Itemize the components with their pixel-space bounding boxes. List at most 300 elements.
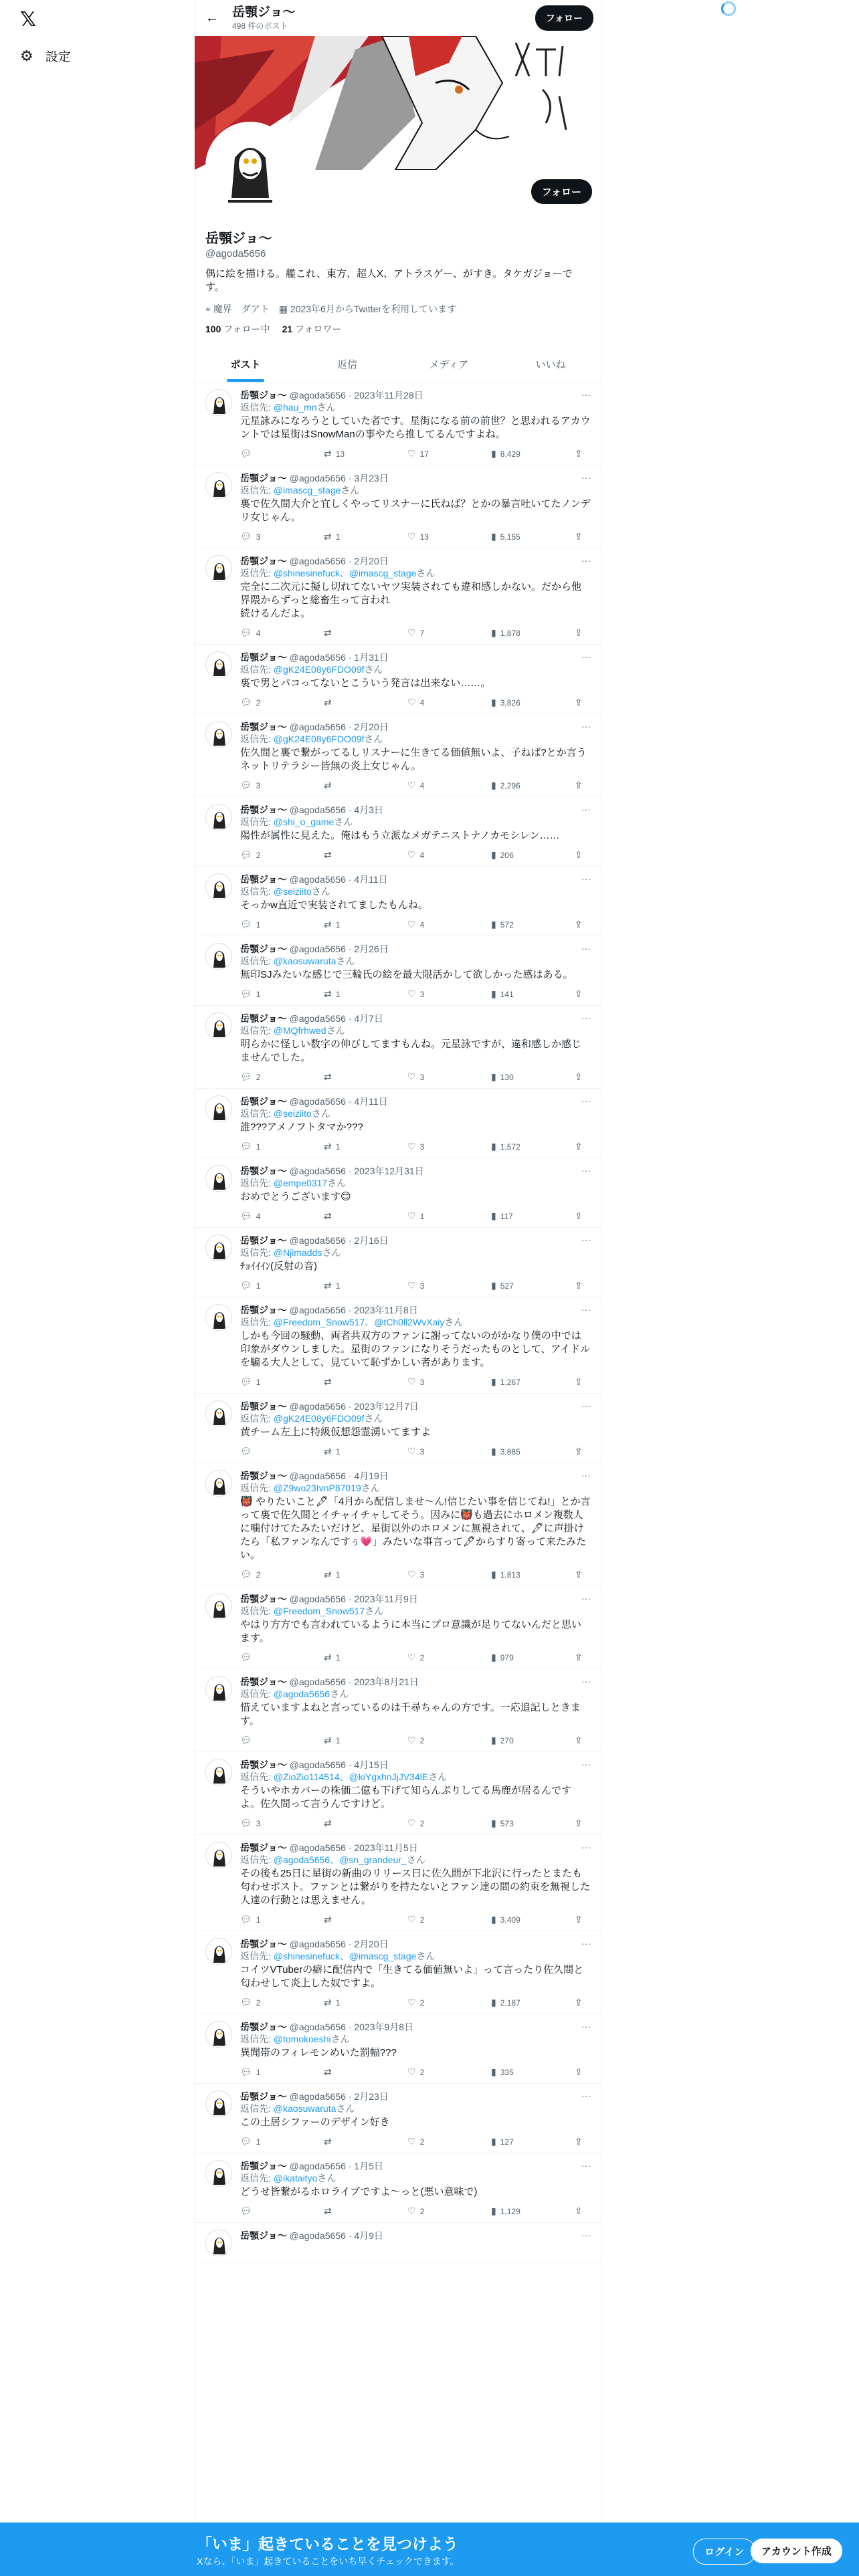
more-options-icon[interactable]: ··· <box>581 651 591 662</box>
post-avatar[interactable] <box>205 1400 232 1427</box>
post-avatar[interactable] <box>205 1012 232 1039</box>
reply-mention[interactable]: @ikataityo <box>273 2173 318 2183</box>
post-handle-date[interactable]: @agoda5656 · 2023年12月7日 <box>289 1401 419 1412</box>
header-follow-button[interactable]: フォロー <box>535 5 593 31</box>
join-date <box>279 302 456 316</box>
repost-action[interactable] <box>324 697 364 708</box>
share-icon: ⇪ <box>575 1280 583 1291</box>
repost-action[interactable] <box>324 2066 364 2078</box>
share-action[interactable] <box>575 2206 588 2217</box>
like-action[interactable] <box>407 697 448 708</box>
reply-mention[interactable]: @tomokoeshi <box>273 2034 331 2044</box>
post-handle-date[interactable]: @agoda5656 · 2月20日 <box>289 1939 389 1949</box>
post-avatar[interactable] <box>205 1165 232 1192</box>
views-action[interactable] <box>491 1280 531 1291</box>
share-action[interactable] <box>575 1569 588 1580</box>
post-item[interactable] <box>195 1835 601 1931</box>
followers-link[interactable] <box>282 322 342 336</box>
reply-mention[interactable]: @agoda5656 <box>273 1689 330 1699</box>
like-action[interactable] <box>407 1997 448 2008</box>
share-action[interactable] <box>575 1997 588 2008</box>
post-avatar[interactable] <box>205 943 232 970</box>
repost-action[interactable] <box>324 1735 364 1746</box>
reply-mention[interactable]: @shinesinefuck、@imascg_stage <box>273 568 417 578</box>
repost-action[interactable] <box>324 2206 364 2217</box>
post-author-name[interactable]: 岳顎ジョ～ <box>240 1759 287 1770</box>
post-handle-date[interactable]: @agoda5656 · 2月23日 <box>289 2091 389 2102</box>
repost-action[interactable] <box>324 849 364 861</box>
post-handle-date[interactable]: @agoda5656 · 2月20日 <box>289 556 389 566</box>
repost-action[interactable] <box>324 1569 364 1580</box>
reply-mention[interactable]: @agoda5656、@sn_grandeur_ <box>273 1854 407 1865</box>
post-item[interactable] <box>195 936 601 1006</box>
post-avatar[interactable] <box>205 1304 232 1331</box>
share-action[interactable] <box>575 1280 588 1291</box>
post-avatar[interactable] <box>205 1235 232 1261</box>
more-options-icon[interactable]: ··· <box>581 1304 591 1315</box>
views-action[interactable] <box>491 1210 531 1222</box>
join-date-text: 2023年6月からTwitterを利用しています <box>290 304 457 314</box>
repost-action[interactable] <box>324 531 364 542</box>
reply-context <box>240 1412 591 1424</box>
post-author-name[interactable]: 岳顎ジョ～ <box>240 1305 287 1315</box>
post-author-name[interactable]: 岳顎ジョ～ <box>240 874 287 885</box>
more-options-icon[interactable]: ··· <box>581 2090 591 2101</box>
repost-count: 1 <box>335 1142 341 1152</box>
reply-action[interactable] <box>240 448 280 459</box>
reply-count: 1 <box>256 1915 261 1925</box>
post-item[interactable] <box>195 1158 601 1228</box>
post-item[interactable] <box>195 2223 601 2262</box>
post-handle-date[interactable]: @agoda5656 · 1月31日 <box>289 652 389 663</box>
reply-mention[interactable]: @Njimadds <box>273 1247 322 1258</box>
like-action[interactable] <box>407 1569 448 1580</box>
post-avatar[interactable] <box>205 2090 232 2117</box>
repost-action[interactable] <box>324 1071 364 1083</box>
like-action[interactable] <box>407 1280 448 1291</box>
reply-action[interactable] <box>240 697 280 708</box>
post-avatar[interactable] <box>205 2021 232 2048</box>
reply-action[interactable] <box>240 1280 280 1291</box>
following-link[interactable] <box>205 322 270 336</box>
more-options-icon[interactable]: ··· <box>581 873 591 884</box>
more-options-icon[interactable]: ··· <box>581 389 591 400</box>
post-item[interactable] <box>195 1463 601 1586</box>
post-handle-date[interactable]: @agoda5656 · 2月26日 <box>289 944 389 954</box>
views-action[interactable] <box>491 780 531 791</box>
repost-action[interactable] <box>324 780 364 791</box>
reply-mention[interactable]: @Z9wo23IvnP87019 <box>273 1483 361 1493</box>
like-action[interactable] <box>407 2066 448 2078</box>
share-action[interactable] <box>575 1652 588 1663</box>
repost-count: 1 <box>335 1652 341 1662</box>
like-action[interactable] <box>407 988 448 1000</box>
reply-mention[interactable]: @Freedom_Snow517、@tCh0ll2WvXaiy <box>273 1317 445 1327</box>
post-handle-date[interactable]: @agoda5656 · 4月3日 <box>289 804 383 815</box>
like-action[interactable] <box>407 780 448 791</box>
post-avatar[interactable] <box>205 651 232 678</box>
reply-mention[interactable]: @gK24E08y6FDO09f <box>273 1413 365 1424</box>
reply-context <box>240 1605 591 1617</box>
post-author-name[interactable]: 岳顎ジョ～ <box>240 652 287 663</box>
post-avatar[interactable] <box>205 1676 232 1703</box>
post-item[interactable] <box>195 1586 601 1669</box>
views-action[interactable] <box>491 1914 531 1925</box>
views-action[interactable] <box>491 1818 531 1829</box>
share-action[interactable] <box>575 1210 588 1222</box>
post-author-name[interactable]: 岳顎ジョ～ <box>240 1677 287 1687</box>
like-action[interactable] <box>407 849 448 861</box>
views-action[interactable] <box>491 988 531 1000</box>
post-avatar[interactable] <box>205 1095 232 1122</box>
more-options-icon[interactable]: ··· <box>581 804 591 815</box>
reply-action[interactable] <box>240 2066 280 2078</box>
share-action[interactable] <box>575 627 588 639</box>
like-action[interactable] <box>407 1141 448 1152</box>
post-author-name[interactable]: 岳顎ジョ～ <box>240 944 287 954</box>
reply-action[interactable] <box>240 1914 280 1925</box>
share-action[interactable] <box>575 1735 588 1746</box>
repost-action[interactable] <box>324 919 364 930</box>
post-item[interactable] <box>195 1297 601 1394</box>
post-handle-date[interactable]: @agoda5656 · 2023年11月8日 <box>289 1305 418 1315</box>
reply-mention[interactable]: @shinesinefuck、@imascg_stage <box>273 1951 417 1961</box>
post-text: 裏で佐久間大介と宜しくやってリスナーに氏ねば？とかの暴言吐いてたノンデリ女じゃん。 <box>240 498 591 523</box>
share-action[interactable] <box>575 1141 588 1152</box>
like-action[interactable] <box>407 2206 448 2217</box>
post-handle-date[interactable]: @agoda5656 · 2023年8月21日 <box>289 1677 419 1687</box>
like-action[interactable] <box>407 1818 448 1829</box>
post-item[interactable] <box>195 548 601 645</box>
post-item[interactable] <box>195 2014 601 2084</box>
share-action[interactable] <box>575 919 588 930</box>
more-options-icon[interactable]: ··· <box>581 1842 591 1852</box>
post-handle-date[interactable]: @agoda5656 · 2023年11月9日 <box>289 1594 418 1604</box>
reply-mention[interactable]: @seiziito <box>273 886 312 897</box>
reply-mention[interactable]: @kaosuwaruta <box>273 2103 337 2114</box>
more-options-icon[interactable]: ··· <box>581 1400 591 1411</box>
post-handle-date[interactable]: @agoda5656 · 2月16日 <box>289 1235 389 1246</box>
post-header <box>240 2230 591 2242</box>
like-action[interactable] <box>407 448 448 459</box>
share-icon: ⇪ <box>575 1141 583 1152</box>
repost-action[interactable] <box>324 627 364 639</box>
more-options-icon[interactable]: ··· <box>581 1095 591 1106</box>
heart-icon: ♡ <box>407 1818 416 1828</box>
like-action[interactable] <box>407 1376 448 1388</box>
post-item[interactable] <box>195 1089 601 1158</box>
post-handle-date[interactable]: @agoda5656 · 1月5日 <box>289 2161 383 2171</box>
post-avatar[interactable] <box>205 472 232 499</box>
reply-action[interactable] <box>240 1210 280 1222</box>
post-text: 完全に二次元に擬し切れてないヤツ実装されても違和感しかない。だから他界隈からずっと総畜生って言われ 続けるんだよ。 <box>240 581 582 619</box>
share-action[interactable] <box>575 988 588 1000</box>
repost-action[interactable] <box>324 1141 364 1152</box>
follow-stats <box>205 322 591 336</box>
back-arrow-icon[interactable]: ← <box>205 10 219 25</box>
share-icon: ⇪ <box>575 1376 583 1387</box>
post-author-name[interactable]: 岳顎ジョ～ <box>240 1013 287 1024</box>
post-handle-date[interactable]: @agoda5656 · 2月20日 <box>289 722 389 732</box>
more-options-icon[interactable]: ··· <box>581 721 591 732</box>
login-button[interactable]: ログイン <box>693 2539 755 2565</box>
post-avatar[interactable] <box>205 1842 232 1868</box>
post-author-name[interactable]: 岳顎ジョ～ <box>240 804 287 815</box>
post-author-name[interactable]: 岳顎ジョ～ <box>240 1166 287 1176</box>
post-author-name[interactable]: 岳顎ジョ～ <box>240 722 287 732</box>
reply-action[interactable] <box>240 780 280 791</box>
reply-action[interactable] <box>240 1818 280 1829</box>
reply-action[interactable] <box>240 1141 280 1152</box>
views-action[interactable] <box>491 697 531 708</box>
repost-action[interactable] <box>324 1280 364 1291</box>
profile-avatar[interactable] <box>205 122 295 211</box>
post-item[interactable] <box>195 714 601 797</box>
more-options-icon[interactable]: ··· <box>581 1165 591 1176</box>
views-icon: ▮ <box>491 1376 496 1387</box>
like-action[interactable] <box>407 1735 448 1746</box>
views-action[interactable] <box>491 1071 531 1083</box>
profile-follow-button[interactable]: フォロー <box>531 179 592 204</box>
reply-action[interactable] <box>240 988 280 1000</box>
tab-likes[interactable]: いいね <box>535 359 566 370</box>
post-actions <box>240 2206 591 2217</box>
post-author-name[interactable]: 岳顎ジョ～ <box>240 556 287 566</box>
views-action[interactable] <box>491 1141 531 1152</box>
share-icon: ⇪ <box>575 1818 583 1828</box>
post-avatar[interactable] <box>205 389 232 416</box>
post-avatar[interactable] <box>205 2160 232 2187</box>
post-author-name[interactable]: 岳顎ジョ～ <box>240 2022 287 2032</box>
post-item[interactable] <box>195 2084 601 2153</box>
reply-mention[interactable]: @imascg_stage <box>273 485 341 496</box>
like-action[interactable] <box>407 531 448 542</box>
post-author-name[interactable]: 岳顎ジョ～ <box>240 1594 287 1604</box>
repost-action[interactable] <box>324 1210 364 1222</box>
views-action[interactable] <box>491 531 531 542</box>
reply-action[interactable] <box>240 531 280 542</box>
share-action[interactable] <box>575 780 588 791</box>
reply-action[interactable] <box>240 919 280 930</box>
repost-action[interactable] <box>324 988 364 1000</box>
post-item[interactable] <box>195 465 601 548</box>
post-avatar[interactable] <box>205 1938 232 1965</box>
gear-icon: ⚙ <box>20 47 33 64</box>
more-options-icon[interactable]: ··· <box>581 1470 591 1481</box>
reply-prefix: 返信先: <box>240 1483 271 1493</box>
post-author-name[interactable]: 岳顎ジョ～ <box>240 390 287 401</box>
repost-action[interactable] <box>324 448 364 459</box>
repost-action[interactable] <box>324 1914 364 1925</box>
views-icon: ▮ <box>491 988 496 999</box>
post-item[interactable] <box>195 2153 601 2223</box>
post-avatar[interactable] <box>205 804 232 831</box>
repost-action[interactable] <box>324 1818 364 1829</box>
views-action[interactable] <box>491 1652 531 1663</box>
more-options-icon[interactable]: ··· <box>581 1235 591 1245</box>
views-action[interactable] <box>491 627 531 639</box>
post-handle-date[interactable]: @agoda5656 · 2023年11月28日 <box>289 390 423 401</box>
share-action[interactable] <box>575 1914 588 1925</box>
post-handle-date[interactable]: @agoda5656 · 2023年12月31日 <box>289 1166 424 1176</box>
like-action[interactable] <box>407 1652 448 1663</box>
tab-replies[interactable]: 返信 <box>337 359 357 370</box>
views-action[interactable] <box>491 1376 531 1388</box>
post-avatar[interactable] <box>205 1470 232 1497</box>
signup-banner <box>0 2523 859 2576</box>
post-avatar[interactable] <box>205 873 232 900</box>
share-action[interactable] <box>575 531 588 542</box>
reply-action[interactable] <box>240 1997 280 2008</box>
like-action[interactable] <box>407 1446 448 1457</box>
post-handle-date[interactable]: @agoda5656 · 2023年9月8日 <box>289 2022 414 2032</box>
post-handle-date[interactable]: @agoda5656 · 4月9日 <box>289 2230 383 2241</box>
reply-mention[interactable]: @ZioZio114514、@kiYgxhnJjJV34lE <box>273 1772 429 1782</box>
post-author-name[interactable]: 岳顎ジョ～ <box>240 473 287 484</box>
views-action[interactable] <box>491 1735 531 1746</box>
x-logo-icon[interactable]: 𝕏 <box>20 9 37 31</box>
post-author-name[interactable]: 岳顎ジョ～ <box>240 2091 287 2102</box>
more-options-icon[interactable]: ··· <box>581 943 591 954</box>
reply-action[interactable] <box>240 1735 280 1746</box>
post-text: おめでとうございます😊 <box>240 1191 351 1202</box>
views-action[interactable] <box>491 919 531 930</box>
views-action[interactable] <box>491 849 531 861</box>
post-author-name[interactable]: 岳顎ジョ～ <box>240 1401 287 1412</box>
post-avatar[interactable] <box>205 721 232 748</box>
share-action[interactable] <box>575 697 588 708</box>
share-action[interactable] <box>575 1446 588 1457</box>
header-name: 岳顎ジョ～ <box>232 5 296 19</box>
post-header <box>240 1012 591 1025</box>
reply-mention[interactable]: @gK24E08y6FDO09f <box>273 664 365 675</box>
like-action[interactable] <box>407 1914 448 1925</box>
repost-action[interactable] <box>324 1376 364 1388</box>
more-options-icon[interactable]: ··· <box>581 1676 591 1687</box>
settings-link[interactable] <box>20 47 71 65</box>
repost-icon: ⇄ <box>324 919 332 930</box>
share-action[interactable] <box>575 1818 588 1829</box>
more-options-icon[interactable]: ··· <box>581 2021 591 2032</box>
like-action[interactable] <box>407 627 448 639</box>
reply-mention[interactable]: @shi_o_game <box>273 817 335 827</box>
more-options-icon[interactable]: ··· <box>581 2230 591 2240</box>
post-avatar[interactable] <box>205 1759 232 1786</box>
reply-action[interactable] <box>240 1569 280 1580</box>
like-action[interactable] <box>407 919 448 930</box>
views-action[interactable] <box>491 448 531 459</box>
more-options-icon[interactable]: ··· <box>581 2160 591 2171</box>
share-action[interactable] <box>575 1071 588 1083</box>
post-item[interactable] <box>195 1006 601 1089</box>
post-author-name[interactable]: 岳顎ジョ～ <box>240 1096 287 1107</box>
tab-media[interactable]: メディア <box>429 359 469 370</box>
post-author-name[interactable]: 岳顎ジョ～ <box>240 1939 287 1949</box>
post-item[interactable] <box>195 1931 601 2014</box>
repost-action[interactable] <box>324 2136 364 2147</box>
share-action[interactable] <box>575 849 588 861</box>
reply-action[interactable] <box>240 2206 280 2217</box>
more-options-icon[interactable]: ··· <box>581 1593 591 1604</box>
post-handle-date[interactable]: @agoda5656 · 2023年11月5日 <box>289 1842 418 1853</box>
reply-action[interactable] <box>240 849 280 861</box>
reply-action[interactable] <box>240 1071 280 1083</box>
post-item[interactable] <box>195 383 601 465</box>
share-action[interactable] <box>575 2136 588 2147</box>
views-action[interactable] <box>491 1997 531 2008</box>
reply-mention[interactable]: @kaosuwaruta <box>273 956 337 966</box>
post-handle-date[interactable]: @agoda5656 · 4月11日 <box>289 874 388 885</box>
post-item[interactable] <box>195 1394 601 1463</box>
post-author-name[interactable]: 岳顎ジョ～ <box>240 1471 287 1481</box>
heart-icon: ♡ <box>407 1071 416 1082</box>
repost-action[interactable] <box>324 1446 364 1457</box>
post-handle-date[interactable]: @agoda5656 · 4月15日 <box>289 1759 389 1770</box>
post-handle-date[interactable]: @agoda5656 · 3月23日 <box>289 473 389 484</box>
reply-action[interactable] <box>240 627 280 639</box>
reply-action[interactable] <box>240 1376 280 1388</box>
post-avatar[interactable] <box>205 555 232 582</box>
post-author-name[interactable]: 岳顎ジョ～ <box>240 2230 287 2241</box>
more-options-icon[interactable]: ··· <box>581 1012 591 1023</box>
share-action[interactable] <box>575 2066 588 2078</box>
post-handle-date[interactable]: @agoda5656 · 4月7日 <box>289 1013 383 1024</box>
reply-action[interactable] <box>240 2136 280 2147</box>
reply-mention[interactable]: @hau_mn <box>273 402 317 413</box>
repost-action[interactable] <box>324 1997 364 2008</box>
reply-mention[interactable]: @gK24E08y6FDO09f <box>273 734 365 744</box>
like-action[interactable] <box>407 1071 448 1083</box>
reply-mention[interactable]: @MQfrhwed <box>273 1025 326 1036</box>
more-options-icon[interactable]: ··· <box>581 1938 591 1949</box>
share-action[interactable] <box>575 448 588 459</box>
post-item[interactable] <box>195 1669 601 1752</box>
reply-mention[interactable]: @seiziito <box>273 1108 312 1119</box>
post-handle-date[interactable]: @agoda5656 · 4月11日 <box>289 1096 388 1107</box>
more-options-icon[interactable]: ··· <box>581 1759 591 1769</box>
views-action[interactable] <box>491 1446 531 1457</box>
post-author-name[interactable]: 岳顎ジョ～ <box>240 1842 287 1853</box>
like-action[interactable] <box>407 2136 448 2147</box>
reply-action[interactable] <box>240 1652 280 1663</box>
post-item[interactable] <box>195 1752 601 1835</box>
views-action[interactable] <box>491 2136 531 2147</box>
share-icon: ⇪ <box>575 2136 583 2147</box>
tab-posts[interactable]: ポスト <box>195 346 296 382</box>
post-author-name[interactable]: 岳顎ジョ～ <box>240 1235 287 1246</box>
post-handle-date[interactable]: @agoda5656 · 4月19日 <box>289 1471 389 1481</box>
post-item[interactable] <box>195 867 601 936</box>
reply-mention[interactable]: @Freedom_Snow517 <box>273 1606 365 1616</box>
post-avatar[interactable] <box>205 1593 232 1620</box>
post-author-name[interactable]: 岳顎ジョ～ <box>240 2161 287 2171</box>
reply-mention[interactable]: @empe0317 <box>273 1178 328 1188</box>
repost-action[interactable] <box>324 1652 364 1663</box>
post-item[interactable] <box>195 1228 601 1297</box>
post-item[interactable] <box>195 645 601 714</box>
signup-button[interactable]: アカウント作成 <box>751 2539 842 2563</box>
like-action[interactable] <box>407 1210 448 1222</box>
reply-action[interactable] <box>240 1446 280 1457</box>
share-action[interactable] <box>575 1376 588 1388</box>
views-action[interactable] <box>491 2206 531 2217</box>
more-options-icon[interactable]: ··· <box>581 472 591 483</box>
more-options-icon[interactable]: ··· <box>581 555 591 566</box>
post-item[interactable] <box>195 797 601 867</box>
views-action[interactable] <box>491 1569 531 1580</box>
post-avatar[interactable] <box>205 2230 232 2256</box>
views-action[interactable] <box>491 2066 531 2078</box>
